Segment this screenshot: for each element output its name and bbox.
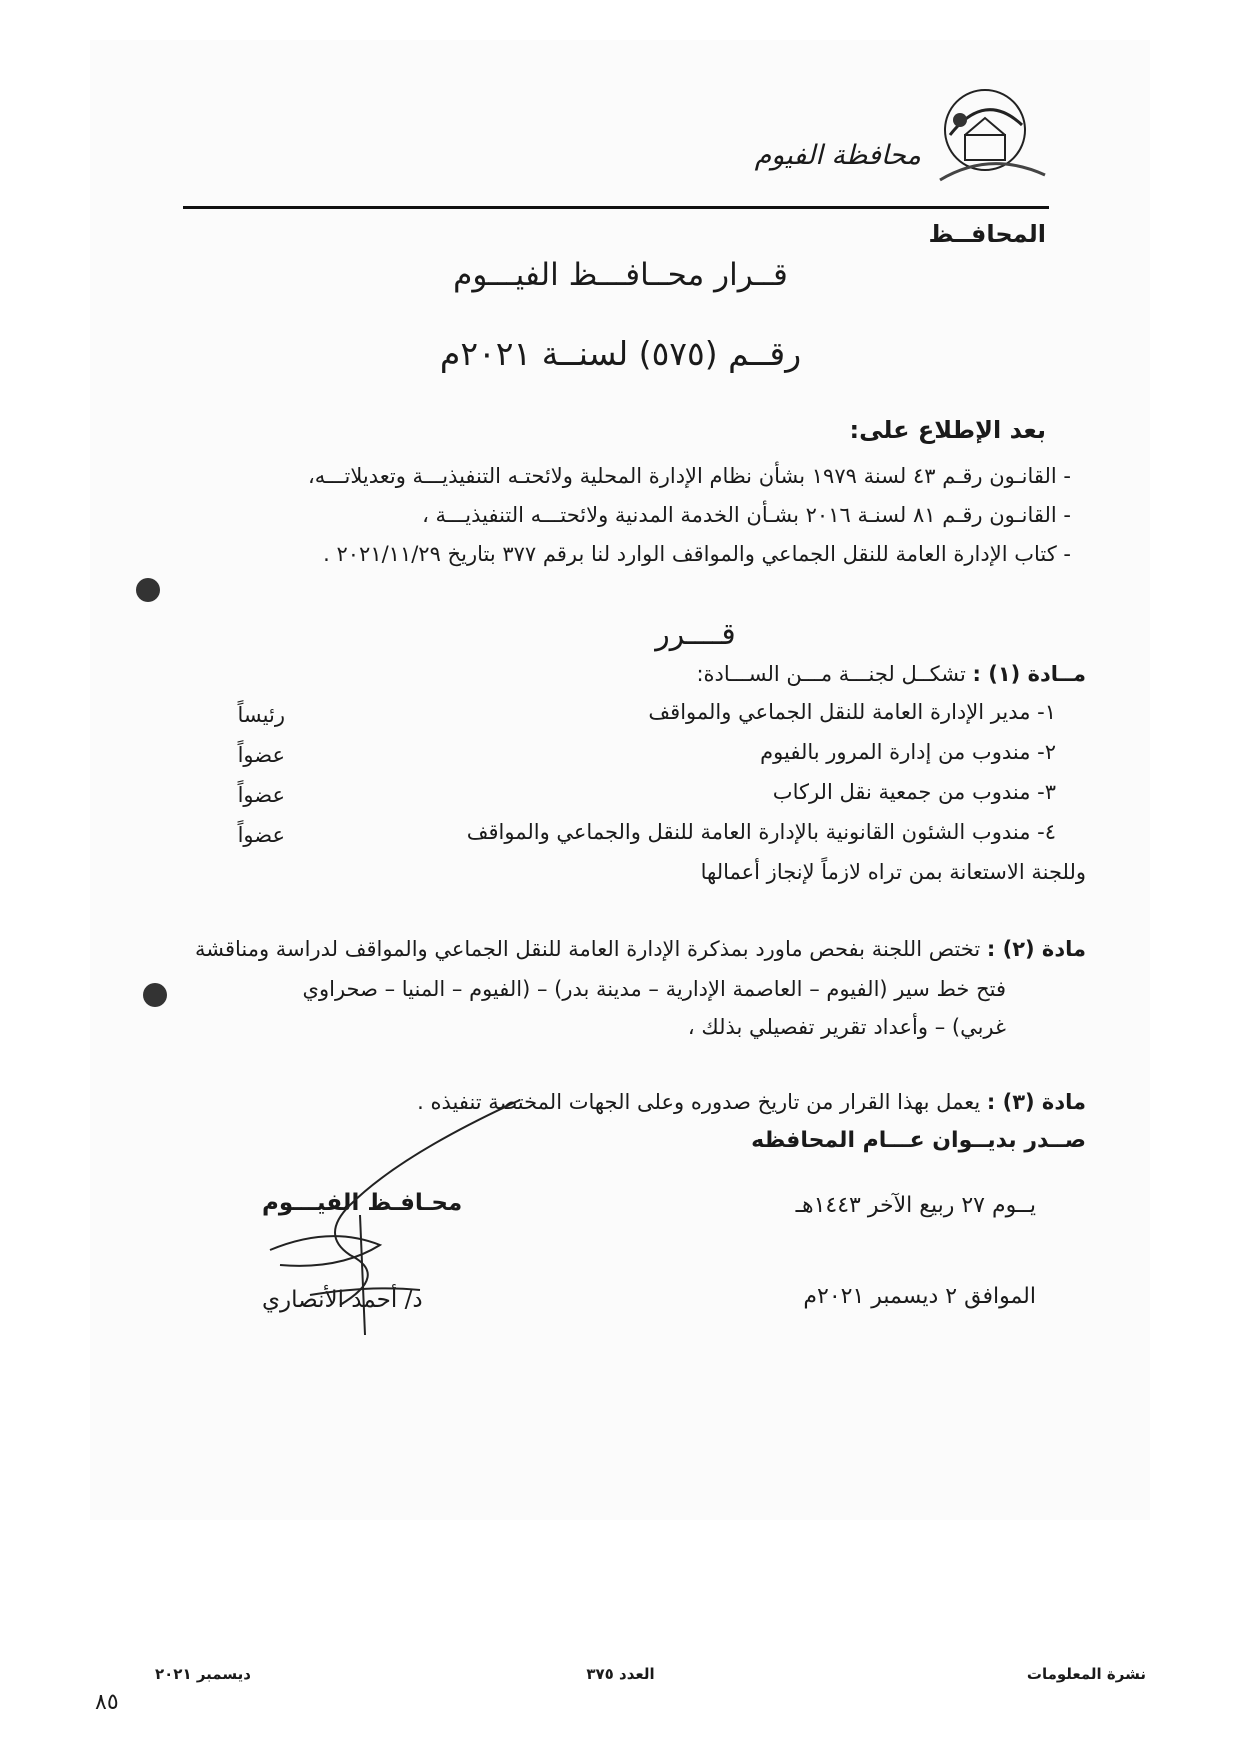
date-gregorian: الموافق ٢ ديسمبر ٢٠٢١م [803, 1284, 1036, 1309]
scan-hole-mark [143, 983, 167, 1007]
article-2 [186, 935, 1086, 963]
decision-heading: قــــرر [655, 617, 736, 652]
decree-title: قــرار محــافـــظ الفيـــوم [453, 257, 788, 293]
member-role: عضواً [237, 823, 285, 847]
header-divider [183, 206, 1049, 209]
page-number: ٨٥ [95, 1690, 119, 1715]
signature-icon [250, 1095, 530, 1345]
member-name: ١- مدير الإدارة العامة للنقل الجماعي والمواقف [648, 700, 1056, 724]
footer-publication: نشرة المعلومات [1026, 1665, 1146, 1683]
article-3-label: مادة (٣) : [986, 1090, 1086, 1114]
preamble-item: - القانـون رقـم ٤٣ لسنة ١٩٧٩ بشأن نظام الإدارة المحلية ولائحتـه التنفيذيـــة وتعديلاتـــه، [307, 464, 1071, 488]
article-1 [186, 660, 1086, 688]
preamble-item: - كتاب الإدارة العامة للنقل الجماعي والمواقف الوارد لنا برقم ٣٧٧ بتاريخ ٢٠٢١/١١/٢٩ . [323, 542, 1071, 566]
member-name: ٤- مندوب الشئون القانونية بالإدارة العامة للنقل والجماعي والمواقف [466, 820, 1056, 844]
article-2-line3: غربي) – وأعداد تقرير تفصيلي بذلك ، [687, 1015, 1006, 1039]
member-role: رئيساً [237, 703, 285, 727]
member-role: عضواً [237, 783, 285, 807]
member-name: ٣- مندوب من جمعية نقل الركاب [772, 780, 1056, 804]
decree-number: رقــم (٥٧٥) لسنــة ٢٠٢١م [439, 334, 802, 373]
member-name: ٢- مندوب من إدارة المرور بالفيوم [760, 740, 1056, 764]
article-3-text: يعمل بهذا القرار من تاريخ صدوره وعلى الجهات المختصة تنفيذه . [417, 1090, 981, 1114]
article-2-label: مادة (٢) : [986, 937, 1086, 961]
article-1-note: وللجنة الاستعانة بمن تراه لازماً لإنجاز أعمالها [700, 860, 1086, 884]
signatory-name: د/ أحمد الأنصاري [262, 1287, 423, 1313]
signatory-title: محـافـظ الفيـــوم [262, 1190, 463, 1216]
article-2-line2: فتح خط سير (الفيوم – العاصمة الإدارية – مدينة بدر) – (الفيوم – المنيا – صحراوي [302, 977, 1006, 1001]
issued-at: صــدر بديــوان عـــام المحافظه [751, 1128, 1086, 1153]
article-1-text: تشكــل لجنـــة مـــن الســـادة: [696, 662, 966, 686]
footer-month: ديسمبر ٢٠٢١ [155, 1665, 251, 1683]
office-label: المحافــظ [928, 220, 1046, 248]
preamble-heading: بعد الإطلاع على: [849, 416, 1046, 444]
article-2-line1: تختص اللجنة بفحص ماورد بمذكرة الإدارة العامة للنقل الجماعي والمواقف لدراسة ومناقشة [194, 937, 981, 961]
scan-hole-mark [136, 578, 160, 602]
article-1-label: مــادة (١) : [972, 662, 1086, 686]
date-hijri: يــوم ٢٧ ربيع الآخر ١٤٤٣هـ [795, 1193, 1036, 1218]
governorate-emblem-icon [930, 80, 1050, 190]
preamble-item: - القانـون رقـم ٨١ لسنـة ٢٠١٦ بشـأن الخدمة المدنية ولائحتـــه التنفيذيـــة ، [422, 503, 1071, 527]
governorate-name: محافظة الفيوم [754, 140, 921, 171]
footer-issue: العدد ٣٧٥ [586, 1665, 655, 1683]
member-role: عضواً [237, 743, 285, 767]
